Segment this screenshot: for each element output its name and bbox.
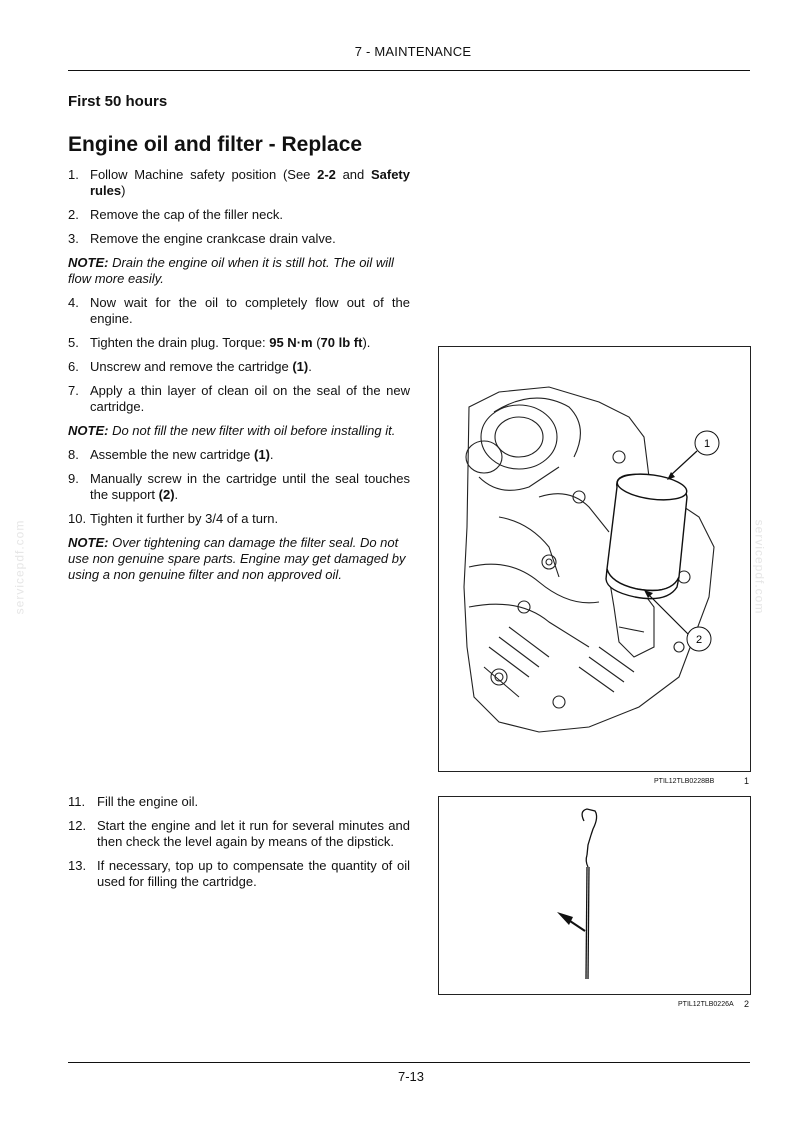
- step-number: 11.: [68, 794, 86, 809]
- step-text: Remove the engine crankcase drain valve.: [90, 231, 336, 246]
- procedure-step: [68, 231, 410, 247]
- dipstick-illustration: [439, 797, 750, 994]
- step-text: Now wait for the oil to completely flow out of the engine.: [90, 295, 410, 326]
- step-text: Manually screw in the cartridge until the seal touches the support (2).: [90, 471, 410, 502]
- interval-heading: First 50 hours: [68, 93, 168, 110]
- figure-dipstick: [438, 796, 751, 995]
- procedure-step: [68, 295, 410, 327]
- step-number: 10.: [68, 511, 87, 526]
- note-overtightening: [68, 535, 410, 583]
- figure-oil-filter: [438, 346, 751, 772]
- step-text: Unscrew and remove the cartridge (1).: [90, 359, 312, 374]
- note-text: Drain the engine oil when it is still hot. The oil will flow more easily.: [68, 255, 394, 286]
- step-text: Assemble the new cartridge (1).: [90, 447, 274, 462]
- step-text: Remove the cap of the filler neck.: [90, 207, 283, 222]
- step-text: Tighten it further by 3/4 of a turn.: [90, 511, 279, 526]
- step-number: 4.: [68, 295, 79, 310]
- step-text: If necessary, top up to compensate the quantity of oil used for filling the cartridge.: [97, 858, 410, 889]
- figure-2-number: 2: [744, 999, 750, 1009]
- procedure-step: [68, 511, 410, 527]
- watermark-left: servicepdf.com: [12, 519, 27, 615]
- callout-2: 2: [695, 634, 703, 646]
- callout-1: 1: [703, 438, 711, 450]
- note-label: NOTE:: [68, 535, 109, 550]
- footer-rule: [68, 1062, 750, 1063]
- step-number: 2.: [68, 207, 79, 222]
- procedure-step: [68, 794, 410, 810]
- procedure-step: [68, 471, 410, 503]
- note-label: NOTE:: [68, 423, 109, 438]
- step-text: Follow Machine safety position (See 2-2 and Safety rules): [90, 167, 410, 198]
- running-header: [0, 44, 794, 59]
- procedure-step: [68, 447, 410, 463]
- step-number: 8.: [68, 447, 79, 462]
- procedure-step: [68, 858, 410, 890]
- step-number: 7.: [68, 383, 79, 398]
- step-number: 5.: [68, 335, 79, 350]
- note-no-prefill: [68, 423, 410, 439]
- step-number: 3.: [68, 231, 79, 246]
- note-text: Over tightening can damage the filter seal. Do not use non genuine spare parts. Engine may get damaged by using a non genuine filter and non approved oil.: [68, 535, 406, 582]
- procedure-step: [68, 818, 410, 850]
- step-text: Start the engine and let it run for several minutes and then check the level again by means of the dipstick.: [97, 818, 410, 849]
- section-title: 7 - MAINTENANCE: [354, 44, 472, 59]
- note-text: Do not fill the new filter with oil before installing it.: [112, 423, 396, 438]
- step-number: 6.: [68, 359, 79, 374]
- procedure-step: [68, 383, 410, 415]
- procedure-step: [68, 167, 410, 199]
- step-number: 12.: [68, 818, 87, 833]
- watermark-right: servicepdf.com: [752, 519, 767, 615]
- procedure-step: [68, 335, 410, 351]
- figure-1-code: PTIL12TLB0228BB: [654, 778, 715, 785]
- step-number: 13.: [68, 858, 87, 873]
- step-number: 1.: [68, 167, 79, 182]
- note-drain-hot: [68, 255, 410, 287]
- figure-1-number: 1: [744, 776, 750, 786]
- engine-illustration: [439, 347, 750, 771]
- step-text: Fill the engine oil.: [97, 794, 199, 809]
- note-label: NOTE:: [68, 255, 109, 270]
- step-text: Tighten the drain plug. Torque: 95 N·m (70 lb ft).: [90, 335, 371, 350]
- figure-2-code: PTIL12TLB0226A: [678, 1001, 734, 1008]
- procedure-step: [68, 207, 410, 223]
- page-number: 7-13: [397, 1069, 425, 1084]
- procedure-title: Engine oil and filter - Replace: [68, 133, 363, 156]
- header-rule: [68, 70, 750, 71]
- procedure-steps-2: [68, 794, 410, 898]
- procedure-steps-1: [68, 167, 410, 591]
- step-number: 9.: [68, 471, 79, 486]
- page-footer: [0, 1069, 794, 1084]
- procedure-step: [68, 359, 410, 375]
- step-text: Apply a thin layer of clean oil on the seal of the new cartridge.: [90, 383, 410, 414]
